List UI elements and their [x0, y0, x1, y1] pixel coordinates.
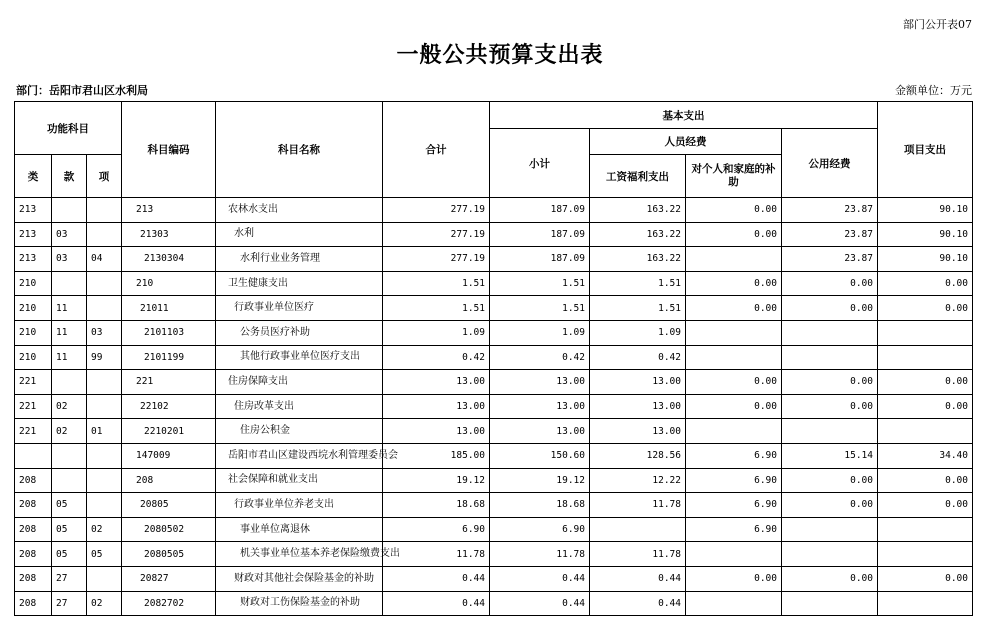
cell-project: 0.00: [878, 370, 973, 395]
cell-household: [686, 320, 782, 345]
cell-xiang: [87, 493, 122, 518]
cell-household: 6.90: [686, 468, 782, 493]
cell-household: 0.00: [686, 566, 782, 591]
cell-subject-code: 21011: [122, 296, 216, 321]
cell-xiang: [87, 394, 122, 419]
cell-lei: 210: [15, 271, 52, 296]
cell-public: 0.00: [782, 468, 878, 493]
table-row: [15, 566, 973, 591]
cell-public: 0.00: [782, 370, 878, 395]
cell-subject-code: 213: [122, 198, 216, 223]
header-subtotal: 小计: [490, 129, 590, 198]
cell-lei: 208: [15, 542, 52, 567]
cell-lei: 221: [15, 394, 52, 419]
cell-household: [686, 542, 782, 567]
cell-kuan: 05: [52, 493, 87, 518]
cell-lei: 221: [15, 370, 52, 395]
cell-subtotal: 13.00: [490, 370, 590, 395]
cell-kuan: 11: [52, 320, 87, 345]
cell-subject-name: 住房改革支出: [216, 394, 383, 419]
cell-subject-name: 行政事业单位医疗: [216, 296, 383, 321]
cell-household: 0.00: [686, 370, 782, 395]
cell-subject-code: 21303: [122, 222, 216, 247]
cell-subtotal: 1.09: [490, 320, 590, 345]
cell-xiang: [87, 296, 122, 321]
cell-subject-name: 岳阳市君山区建设西垸水利管理委员会: [216, 443, 383, 468]
cell-public: [782, 320, 878, 345]
cell-subject-code: 22102: [122, 394, 216, 419]
cell-household: 6.90: [686, 493, 782, 518]
table-row: [15, 198, 973, 223]
cell-subject-name: 行政事业单位养老支出: [216, 493, 383, 518]
header-household: 对个人和家庭的补助: [686, 155, 782, 198]
cell-public: 0.00: [782, 566, 878, 591]
cell-public: [782, 345, 878, 370]
cell-subject-code: 2080505: [122, 542, 216, 567]
table-row: [15, 296, 973, 321]
cell-household: [686, 419, 782, 444]
cell-kuan: 05: [52, 517, 87, 542]
cell-project: 34.40: [878, 443, 973, 468]
cell-kuan: 02: [52, 419, 87, 444]
cell-public: 23.87: [782, 222, 878, 247]
cell-kuan: [52, 468, 87, 493]
cell-wages: 0.44: [590, 591, 686, 616]
cell-public: 23.87: [782, 198, 878, 223]
cell-lei: 208: [15, 493, 52, 518]
cell-public: 0.00: [782, 394, 878, 419]
cell-project: 0.00: [878, 566, 973, 591]
cell-public: [782, 517, 878, 542]
cell-lei: 208: [15, 591, 52, 616]
cell-xiang: [87, 198, 122, 223]
cell-wages: 13.00: [590, 419, 686, 444]
cell-subtotal: 18.68: [490, 493, 590, 518]
table-row: [15, 320, 973, 345]
header-subject-code: 科目编码: [122, 102, 216, 198]
cell-public: 0.00: [782, 271, 878, 296]
table-row: [15, 419, 973, 444]
cell-project: 90.10: [878, 198, 973, 223]
cell-household: 6.90: [686, 443, 782, 468]
cell-total: 185.00: [383, 443, 490, 468]
department-label: 部门：岳阳市君山区水利局: [16, 84, 148, 97]
cell-wages: 11.78: [590, 493, 686, 518]
cell-total: 1.51: [383, 296, 490, 321]
header-basic: 基本支出: [490, 102, 878, 129]
cell-project: [878, 345, 973, 370]
cell-subject-name: 住房保障支出: [216, 370, 383, 395]
cell-subtotal: 150.60: [490, 443, 590, 468]
cell-subject-code: 2101199: [122, 345, 216, 370]
cell-total: 277.19: [383, 247, 490, 272]
cell-wages: 13.00: [590, 370, 686, 395]
table-row: [15, 493, 973, 518]
cell-project: 0.00: [878, 468, 973, 493]
cell-project: 0.00: [878, 394, 973, 419]
form-code: 部门公开表07: [903, 18, 972, 31]
cell-subject-name: 水利: [216, 222, 383, 247]
cell-total: 277.19: [383, 198, 490, 223]
cell-subject-name: 其他行政事业单位医疗支出: [216, 345, 383, 370]
cell-household: [686, 591, 782, 616]
cell-lei: 208: [15, 517, 52, 542]
table-row: [15, 517, 973, 542]
cell-subtotal: 0.44: [490, 591, 590, 616]
cell-xiang: 99: [87, 345, 122, 370]
header-personnel: 人员经费: [590, 129, 782, 155]
cell-total: 18.68: [383, 493, 490, 518]
cell-kuan: 11: [52, 296, 87, 321]
table-row: [15, 370, 973, 395]
cell-wages: 11.78: [590, 542, 686, 567]
table-row: [15, 394, 973, 419]
budget-table-body: [15, 198, 973, 616]
cell-kuan: [52, 271, 87, 296]
cell-subject-code: 210: [122, 271, 216, 296]
cell-subject-name: 事业单位离退休: [216, 517, 383, 542]
cell-subject-name: 机关事业单位基本养老保险缴费支出: [216, 542, 383, 567]
cell-kuan: 11: [52, 345, 87, 370]
cell-total: 0.42: [383, 345, 490, 370]
cell-wages: 1.51: [590, 271, 686, 296]
cell-public: 23.87: [782, 247, 878, 272]
cell-xiang: 01: [87, 419, 122, 444]
budget-table: [14, 101, 973, 616]
table-row: [15, 542, 973, 567]
cell-wages: 128.56: [590, 443, 686, 468]
cell-household: 0.00: [686, 271, 782, 296]
cell-household: 0.00: [686, 198, 782, 223]
cell-subtotal: 187.09: [490, 222, 590, 247]
cell-subject-name: 卫生健康支出: [216, 271, 383, 296]
cell-xiang: 04: [87, 247, 122, 272]
cell-wages: 13.00: [590, 394, 686, 419]
cell-subtotal: 0.44: [490, 566, 590, 591]
cell-subtotal: 187.09: [490, 247, 590, 272]
cell-kuan: [52, 370, 87, 395]
cell-xiang: [87, 468, 122, 493]
cell-wages: 0.44: [590, 566, 686, 591]
cell-kuan: 03: [52, 222, 87, 247]
table-row: [15, 271, 973, 296]
cell-xiang: 05: [87, 542, 122, 567]
header-func-subject: 功能科目: [15, 102, 122, 155]
cell-household: 6.90: [686, 517, 782, 542]
cell-project: [878, 320, 973, 345]
cell-public: 0.00: [782, 493, 878, 518]
cell-public: [782, 591, 878, 616]
cell-xiang: 02: [87, 517, 122, 542]
cell-xiang: 02: [87, 591, 122, 616]
cell-project: 90.10: [878, 222, 973, 247]
cell-total: 6.90: [383, 517, 490, 542]
cell-subject-name: 农林水支出: [216, 198, 383, 223]
cell-xiang: [87, 271, 122, 296]
cell-subtotal: 0.42: [490, 345, 590, 370]
cell-subtotal: 1.51: [490, 296, 590, 321]
cell-wages: 1.09: [590, 320, 686, 345]
page-title: 一般公共预算支出表: [396, 42, 604, 68]
cell-lei: 213: [15, 247, 52, 272]
cell-subject-code: 2130304: [122, 247, 216, 272]
cell-total: 19.12: [383, 468, 490, 493]
table-row: [15, 591, 973, 616]
cell-total: 277.19: [383, 222, 490, 247]
cell-wages: 163.22: [590, 222, 686, 247]
cell-subject-code: 208: [122, 468, 216, 493]
cell-wages: 1.51: [590, 296, 686, 321]
cell-xiang: 03: [87, 320, 122, 345]
cell-subtotal: 6.90: [490, 517, 590, 542]
cell-wages: 163.22: [590, 247, 686, 272]
cell-subject-code: 2101103: [122, 320, 216, 345]
cell-project: 0.00: [878, 296, 973, 321]
cell-project: [878, 591, 973, 616]
unit-label: 金额单位：万元: [895, 84, 972, 97]
cell-subject-code: 20805: [122, 493, 216, 518]
cell-xiang: [87, 370, 122, 395]
cell-subject-name: 住房公积金: [216, 419, 383, 444]
cell-public: [782, 542, 878, 567]
cell-xiang: [87, 443, 122, 468]
cell-wages: 163.22: [590, 198, 686, 223]
cell-subtotal: 187.09: [490, 198, 590, 223]
cell-lei: [15, 443, 52, 468]
cell-subtotal: 11.78: [490, 542, 590, 567]
cell-subtotal: 1.51: [490, 271, 590, 296]
cell-total: 13.00: [383, 419, 490, 444]
cell-xiang: [87, 566, 122, 591]
cell-total: 13.00: [383, 394, 490, 419]
cell-household: 0.00: [686, 222, 782, 247]
header-lei: 类: [15, 155, 52, 198]
cell-lei: 208: [15, 566, 52, 591]
header-xiang: 项: [87, 155, 122, 198]
cell-project: 0.00: [878, 493, 973, 518]
cell-subject-code: 221: [122, 370, 216, 395]
header-public: 公用经费: [782, 129, 878, 198]
table-row: [15, 443, 973, 468]
header-kuan: 款: [52, 155, 87, 198]
cell-public: 15.14: [782, 443, 878, 468]
header-project: 项目支出: [878, 102, 973, 198]
header-subject-name: 科目名称: [216, 102, 383, 198]
cell-subtotal: 13.00: [490, 419, 590, 444]
table-row: [15, 247, 973, 272]
cell-total: 1.51: [383, 271, 490, 296]
cell-wages: [590, 517, 686, 542]
cell-kuan: [52, 443, 87, 468]
table-row: [15, 468, 973, 493]
cell-wages: 12.22: [590, 468, 686, 493]
cell-kuan: 27: [52, 591, 87, 616]
cell-lei: 210: [15, 296, 52, 321]
cell-household: [686, 345, 782, 370]
cell-kuan: 27: [52, 566, 87, 591]
cell-total: 0.44: [383, 591, 490, 616]
cell-total: 0.44: [383, 566, 490, 591]
cell-lei: 210: [15, 345, 52, 370]
cell-subject-name: 财政对其他社会保险基金的补助: [216, 566, 383, 591]
cell-public: 0.00: [782, 296, 878, 321]
cell-subject-name: 水利行业业务管理: [216, 247, 383, 272]
cell-lei: 213: [15, 222, 52, 247]
cell-kuan: [52, 198, 87, 223]
cell-household: 0.00: [686, 296, 782, 321]
cell-subject-code: 2082702: [122, 591, 216, 616]
cell-subject-name: 社会保障和就业支出: [216, 468, 383, 493]
cell-lei: 221: [15, 419, 52, 444]
table-row: [15, 222, 973, 247]
cell-public: [782, 419, 878, 444]
cell-household: 0.00: [686, 394, 782, 419]
cell-subject-name: 公务员医疗补助: [216, 320, 383, 345]
cell-subject-code: 2080502: [122, 517, 216, 542]
cell-total: 1.09: [383, 320, 490, 345]
cell-xiang: [87, 222, 122, 247]
cell-lei: 213: [15, 198, 52, 223]
table-row: [15, 345, 973, 370]
cell-household: [686, 247, 782, 272]
cell-wages: 0.42: [590, 345, 686, 370]
cell-subtotal: 19.12: [490, 468, 590, 493]
cell-subject-code: 20827: [122, 566, 216, 591]
cell-project: [878, 517, 973, 542]
cell-subtotal: 13.00: [490, 394, 590, 419]
header-wages: 工资福利支出: [590, 155, 686, 198]
cell-subject-code: 147009: [122, 443, 216, 468]
cell-kuan: 02: [52, 394, 87, 419]
cell-subject-name: 财政对工伤保险基金的补助: [216, 591, 383, 616]
cell-total: 13.00: [383, 370, 490, 395]
cell-lei: 210: [15, 320, 52, 345]
cell-kuan: 03: [52, 247, 87, 272]
cell-project: 90.10: [878, 247, 973, 272]
cell-subject-code: 2210201: [122, 419, 216, 444]
cell-kuan: 05: [52, 542, 87, 567]
cell-project: 0.00: [878, 271, 973, 296]
cell-project: [878, 419, 973, 444]
cell-lei: 208: [15, 468, 52, 493]
cell-total: 11.78: [383, 542, 490, 567]
header-total: 合计: [383, 102, 490, 198]
cell-project: [878, 542, 973, 567]
